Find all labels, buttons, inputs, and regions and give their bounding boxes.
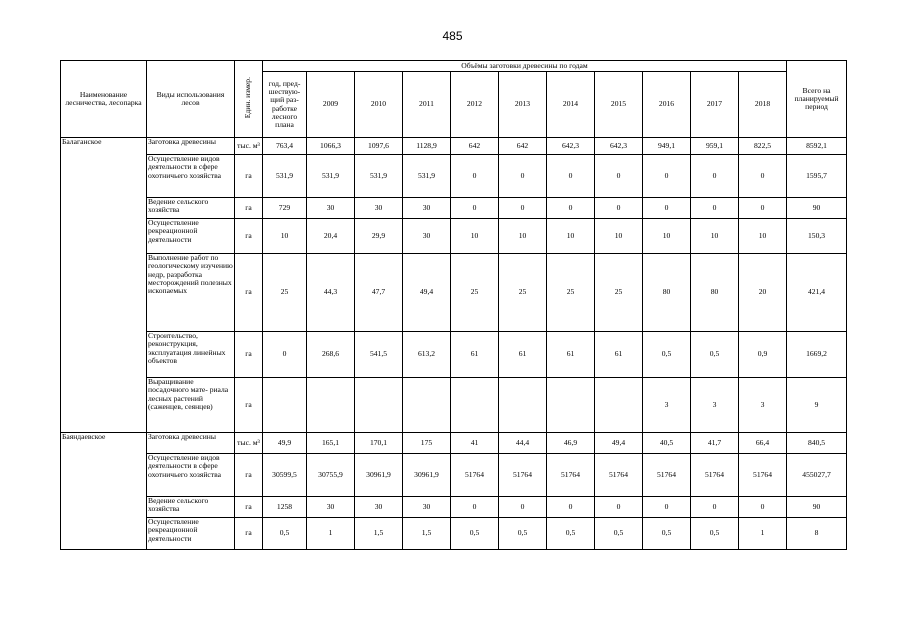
value-cell: 0 [739,198,787,219]
value-cell: 10 [547,219,595,254]
value-cell: 1 [739,518,787,550]
value-cell: 25 [595,254,643,332]
value-cell: 49,9 [263,433,307,454]
value-cell: 25 [451,254,499,332]
value-cell: 613,2 [403,332,451,378]
value-cell: 29,9 [355,219,403,254]
value-cell: 30 [307,497,355,518]
value-cell [499,378,547,433]
value-cell: 0,9 [739,332,787,378]
value-cell: 0 [691,497,739,518]
value-cell: 44,3 [307,254,355,332]
value-cell: 0 [691,198,739,219]
table-row [61,219,847,254]
total-cell: 1669,2 [787,332,847,378]
value-cell: 3 [739,378,787,433]
value-cell: 0 [547,497,595,518]
value-cell [403,378,451,433]
value-cell: 531,9 [355,155,403,198]
header-year: 2014 [547,72,595,138]
value-cell: 642,3 [547,138,595,155]
header-usage: Виды использования лесов [147,61,235,138]
forestry-name: Баяндаевское [61,433,147,550]
page-number: 485 [442,29,463,43]
value-cell: 61 [547,332,595,378]
unit-cell: тыс. м³ [235,433,263,454]
value-cell: 41 [451,433,499,454]
value-cell: 165,1 [307,433,355,454]
value-cell: 170,1 [355,433,403,454]
value-cell: 41,7 [691,433,739,454]
value-cell: 959,1 [691,138,739,155]
usage-type: Заготовка древесины [147,138,235,155]
value-cell: 0,5 [547,518,595,550]
value-cell: 51764 [643,454,691,497]
value-cell: 642,3 [595,138,643,155]
value-cell: 30 [403,497,451,518]
table-row [61,254,847,332]
unit-cell: га [235,254,263,332]
value-cell: 51764 [499,454,547,497]
header-year: 2015 [595,72,643,138]
value-cell [595,378,643,433]
value-cell: 1,5 [403,518,451,550]
value-cell: 0 [595,155,643,198]
usage-type: Ведение сельского хозяйства [147,198,235,219]
table-row [61,378,847,433]
value-cell: 0 [499,155,547,198]
value-cell: 1066,3 [307,138,355,155]
value-cell: 51764 [595,454,643,497]
usage-type: Выращивание посадочного мате- риала лесных растений (саженцев, сеянцев) [147,378,235,433]
value-cell: 10 [263,219,307,254]
unit-cell: га [235,497,263,518]
header-total: Всего на планируемый период [787,61,847,138]
total-cell: 150,3 [787,219,847,254]
value-cell: 80 [691,254,739,332]
value-cell: 30599,5 [263,454,307,497]
value-cell: 1258 [263,497,307,518]
total-cell: 9 [787,378,847,433]
value-cell: 0 [451,198,499,219]
header-unit-cell [235,61,263,138]
table-row [61,138,847,155]
unit-cell: га [235,332,263,378]
table-row [61,198,847,219]
value-cell: 3 [691,378,739,433]
value-cell: 61 [499,332,547,378]
value-cell: 0 [739,155,787,198]
value-cell: 30755,9 [307,454,355,497]
usage-type: Строительство, реконструкция, эксплуатация линейных объектов [147,332,235,378]
value-cell: 0 [595,198,643,219]
header-year: 2011 [403,72,451,138]
value-cell: 0 [263,332,307,378]
unit-cell: га [235,378,263,433]
unit-cell: га [235,219,263,254]
value-cell: 0 [451,155,499,198]
usage-type: Осуществление рекреационной деятельности [147,518,235,550]
value-cell: 30 [403,219,451,254]
header-year: 2013 [499,72,547,138]
value-cell: 40,5 [643,433,691,454]
usage-type: Выполнение работ по геологическому изучению недр, разработка месторождений полезных ископаемых [147,254,235,332]
value-cell: 10 [595,219,643,254]
value-cell: 0 [643,497,691,518]
value-cell: 729 [263,198,307,219]
value-cell: 20 [739,254,787,332]
total-cell: 1595,7 [787,155,847,198]
value-cell: 0,5 [691,518,739,550]
header-year: 2009 [307,72,355,138]
value-cell: 30961,9 [355,454,403,497]
value-cell: 10 [691,219,739,254]
value-cell: 61 [595,332,643,378]
value-cell: 1 [307,518,355,550]
unit-cell: га [235,198,263,219]
value-cell: 531,9 [263,155,307,198]
value-cell: 0,5 [691,332,739,378]
unit-cell: га [235,155,263,198]
table-row [61,433,847,454]
total-cell: 90 [787,497,847,518]
value-cell: 25 [499,254,547,332]
value-cell: 25 [547,254,595,332]
value-cell: 0 [643,155,691,198]
total-cell: 421,4 [787,254,847,332]
value-cell: 0,5 [499,518,547,550]
usage-type: Осуществление рекреационной деятельности [147,219,235,254]
header-year: 2010 [355,72,403,138]
value-cell: 10 [643,219,691,254]
value-cell: 44,4 [499,433,547,454]
value-cell: 0,5 [643,332,691,378]
forestry-name: Балаганское [61,138,147,433]
value-cell: 763,4 [263,138,307,155]
value-cell: 0,5 [595,518,643,550]
value-cell: 0 [595,497,643,518]
value-cell: 30 [403,198,451,219]
value-cell: 30961,9 [403,454,451,497]
value-cell: 531,9 [403,155,451,198]
table-row [61,497,847,518]
value-cell [263,378,307,433]
value-cell: 0 [691,155,739,198]
header-unit: Един. измер. [243,77,253,119]
unit-cell: тыс. м³ [235,138,263,155]
value-cell: 1097,6 [355,138,403,155]
value-cell: 0,5 [643,518,691,550]
table-row [61,332,847,378]
value-cell: 10 [451,219,499,254]
value-cell: 61 [451,332,499,378]
value-cell: 1,5 [355,518,403,550]
value-cell: 175 [403,433,451,454]
table-row [61,518,847,550]
value-cell: 949,1 [643,138,691,155]
usage-type: Осуществление видов деятельности в сфере охотничьего хозяйства [147,454,235,497]
total-cell: 455027,7 [787,454,847,497]
total-cell: 840,5 [787,433,847,454]
unit-cell: га [235,454,263,497]
usage-type: Заготовка древесины [147,433,235,454]
unit-cell: га [235,518,263,550]
total-cell: 8 [787,518,847,550]
value-cell: 51764 [547,454,595,497]
value-cell: 0 [499,198,547,219]
value-cell: 46,9 [547,433,595,454]
value-cell [355,378,403,433]
value-cell: 10 [739,219,787,254]
header-year: 2018 [739,72,787,138]
value-cell: 531,9 [307,155,355,198]
value-cell: 541,5 [355,332,403,378]
value-cell: 25 [263,254,307,332]
value-cell: 822,5 [739,138,787,155]
value-cell: 3 [643,378,691,433]
header-group: Объёмы заготовки древесины по годам [263,61,787,72]
header-year: 2016 [643,72,691,138]
header-prev-year: год, пред- шествую- щий раз- работке лесного плана [263,72,307,138]
value-cell [547,378,595,433]
usage-type: Осуществление видов деятельности в сфере охотничьего хозяйства [147,155,235,198]
value-cell: 30 [355,497,403,518]
value-cell: 49,4 [595,433,643,454]
value-cell: 0,5 [263,518,307,550]
value-cell: 10 [499,219,547,254]
value-cell: 0,5 [451,518,499,550]
usage-type: Ведение сельского хозяйства [147,497,235,518]
value-cell: 0 [643,198,691,219]
header-year: 2012 [451,72,499,138]
forest-use-table [60,60,847,550]
total-cell: 8592,1 [787,138,847,155]
value-cell: 0 [547,198,595,219]
value-cell: 51764 [739,454,787,497]
header-year: 2017 [691,72,739,138]
value-cell [451,378,499,433]
value-cell: 80 [643,254,691,332]
value-cell: 30 [307,198,355,219]
value-cell: 1128,9 [403,138,451,155]
value-cell: 0 [451,497,499,518]
value-cell: 20,4 [307,219,355,254]
header-forestry: Наименование лесничества, лесопарка [61,61,147,138]
value-cell: 642 [499,138,547,155]
table-row [61,155,847,198]
value-cell: 66,4 [739,433,787,454]
value-cell: 49,4 [403,254,451,332]
value-cell [307,378,355,433]
total-cell: 90 [787,198,847,219]
value-cell: 47,7 [355,254,403,332]
value-cell: 0 [739,497,787,518]
table-row [61,454,847,497]
value-cell: 51764 [451,454,499,497]
value-cell: 51764 [691,454,739,497]
value-cell: 30 [355,198,403,219]
value-cell: 642 [451,138,499,155]
value-cell: 0 [499,497,547,518]
value-cell: 0 [547,155,595,198]
value-cell: 268,6 [307,332,355,378]
